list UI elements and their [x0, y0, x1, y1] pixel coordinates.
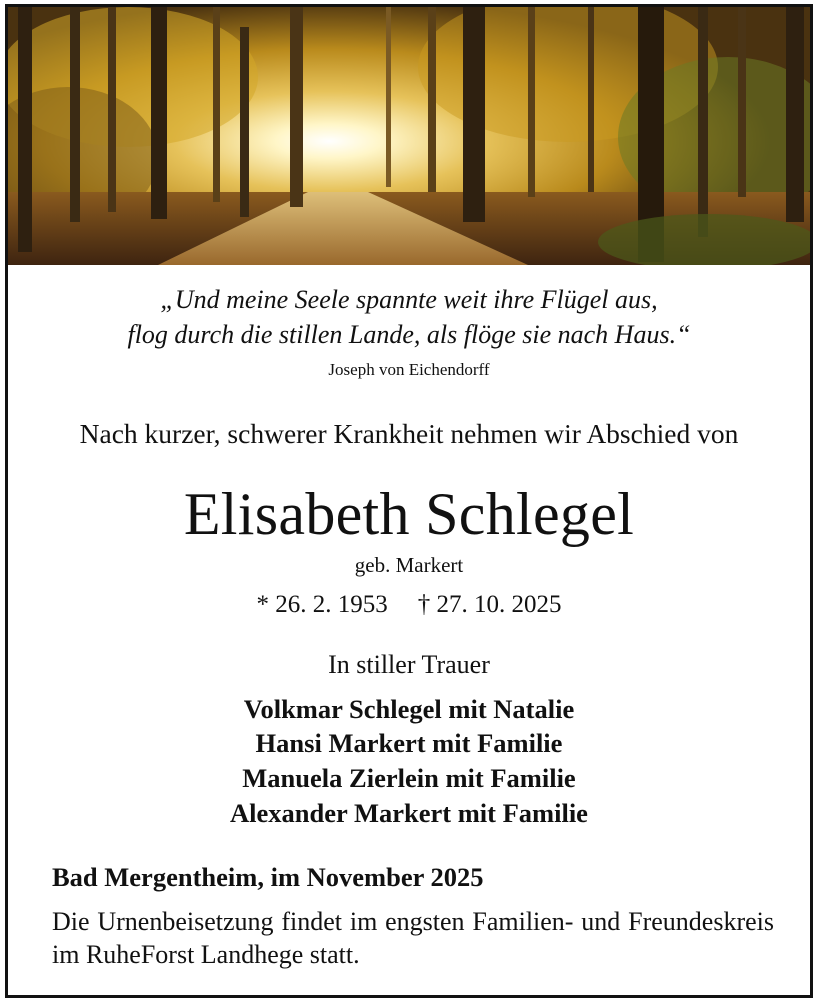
mourner-name: Alexander Markert mit Familie [230, 798, 588, 828]
quote-author: Joseph von Eichendorff [328, 360, 490, 379]
quote-line-1: „Und meine Seele spannte weit ihre Flügel aus, [160, 285, 658, 314]
mourning-heading: In stiller Trauer [328, 650, 490, 679]
burial-note: Die Urnenbeisetzung findet im engsten Familien- und Freundeskreis im RuheForst Landhege statt. [52, 907, 774, 969]
intro-text: Nach kurzer, schwerer Krankheit nehmen wir Abschied von [79, 418, 739, 449]
born-name: geb. Markert [354, 553, 464, 577]
deceased-name: Elisabeth Schlegel [183, 481, 635, 547]
obituary-notice [5, 4, 813, 998]
forest-photo [8, 7, 810, 265]
birth-date: * 26. 2. 1953 [256, 591, 388, 618]
death-date: † 27. 10. 2025 [417, 591, 562, 618]
life-dates [8, 589, 810, 621]
mourner-name: Hansi Markert mit Familie [255, 728, 563, 758]
mourner-name: Manuela Zierlein mit Familie [242, 763, 576, 793]
quote-line-2: flog durch die stillen Lande, als flöge sie nach Haus.“ [127, 320, 691, 349]
place-date: Bad Mergentheim, im November 2025 [52, 862, 484, 892]
mourner-name: Volkmar Schlegel mit Natalie [243, 694, 575, 724]
